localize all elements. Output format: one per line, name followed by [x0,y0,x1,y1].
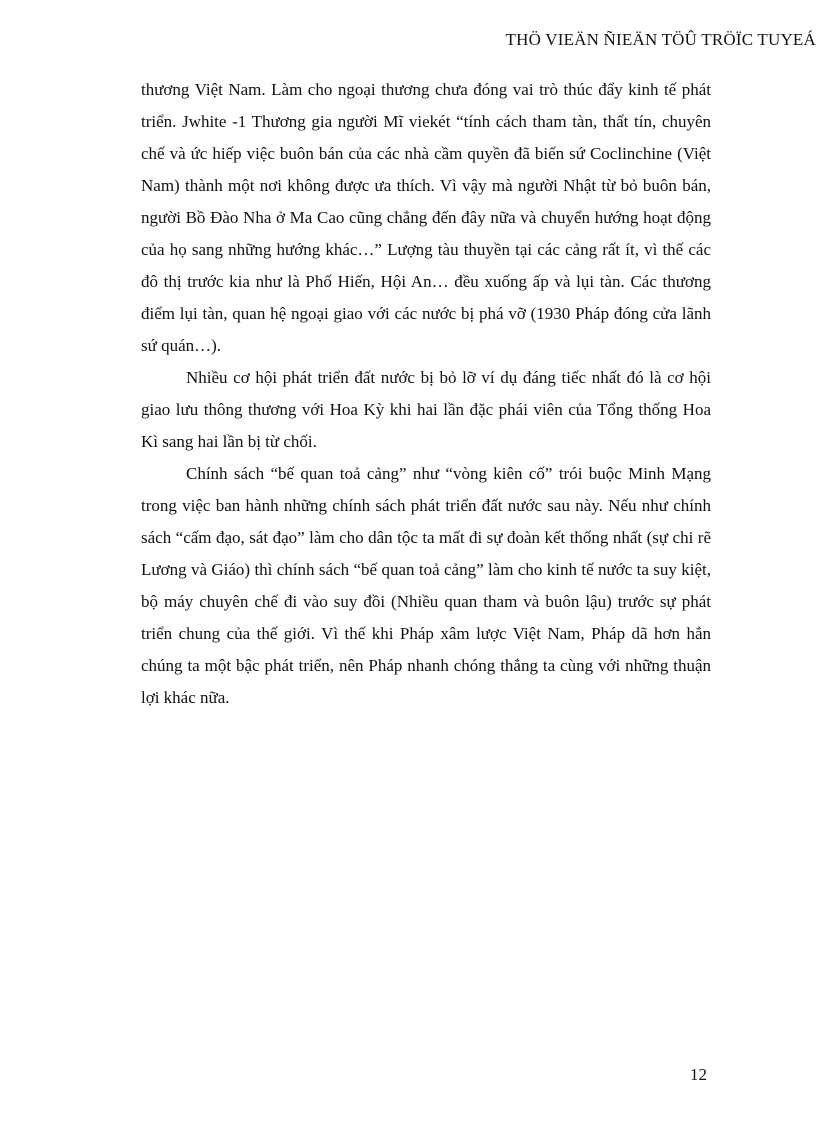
paragraph-2: Nhiều cơ hội phát triển đất nước bị bỏ lỡ ví dụ đáng tiếc nhất đó là cơ hội giao lưu thông thương với Hoa Kỳ khi hai lần đặc phái viên của Tổng thống Hoa Kì sang hai lần bị từ chối. [141,368,711,451]
document-body [141,74,711,714]
paragraph-3: Chính sách “bế quan toả cảng” như “vòng kiên cố” trói buộc Minh Mạng trong việc ban hành những chính sách phát triển đất nước sau này. Nếu như chính sách “cấm đạo, sát đạo” làm cho dân tộc ta mất đi sự đoàn kết thống nhất (sự chi rẽ Lương và Giáo) thì chính sách “bế quan toả cảng” làm cho kinh tế nước ta suy kiệt, bộ máy chuyên chế đi vào suy đồi (Nhiều quan tham và buôn lậu) trước sự phát triển chung của thế giới. Vì thế khi Pháp xâm lược Việt Nam, Pháp dã hơn hẳn chúng ta một bậc phát triển, nên Pháp nhanh chóng thắng ta cùng với những thuận lợi khác nữa. [141,464,711,707]
paragraph-1: thương Việt Nam. Làm cho ngoại thương chưa đóng vai trò thúc đẩy kinh tế phát triển. Jwhite -1 Thương gia người Mĩ viekét “tính cách tham tàn, thất tín, chuyên chế và ức hiếp việc buôn bán của các nhà cầm quyền đã biến sứ Coclinchine (Việt Nam) thành một nơi không được ưa thích. Vì vậy mà người Nhật từ bỏ buôn bán, người Bồ Đào Nha ở Ma Cao cũng chẳng đến đây nữa và chuyển hướng hoạt động của họ sang những hướng khác…” Lượng tàu thuyền tại các cảng rất ít, vì thế các đô thị trước kia như là Phố Hiến, Hội An… đều xuống ấp và lụi tàn. Các thương điếm lụi tàn, quan hệ ngoại giao với các nước bị phá vỡ (1930 Pháp đóng cửa lãnh sứ quán…). [141,80,711,355]
page-number: 12 [690,1065,707,1084]
running-header: THÖ VIEÄN ÑIEÄN TÖÛ TRÖÏC TUYEÁ [505,30,816,49]
